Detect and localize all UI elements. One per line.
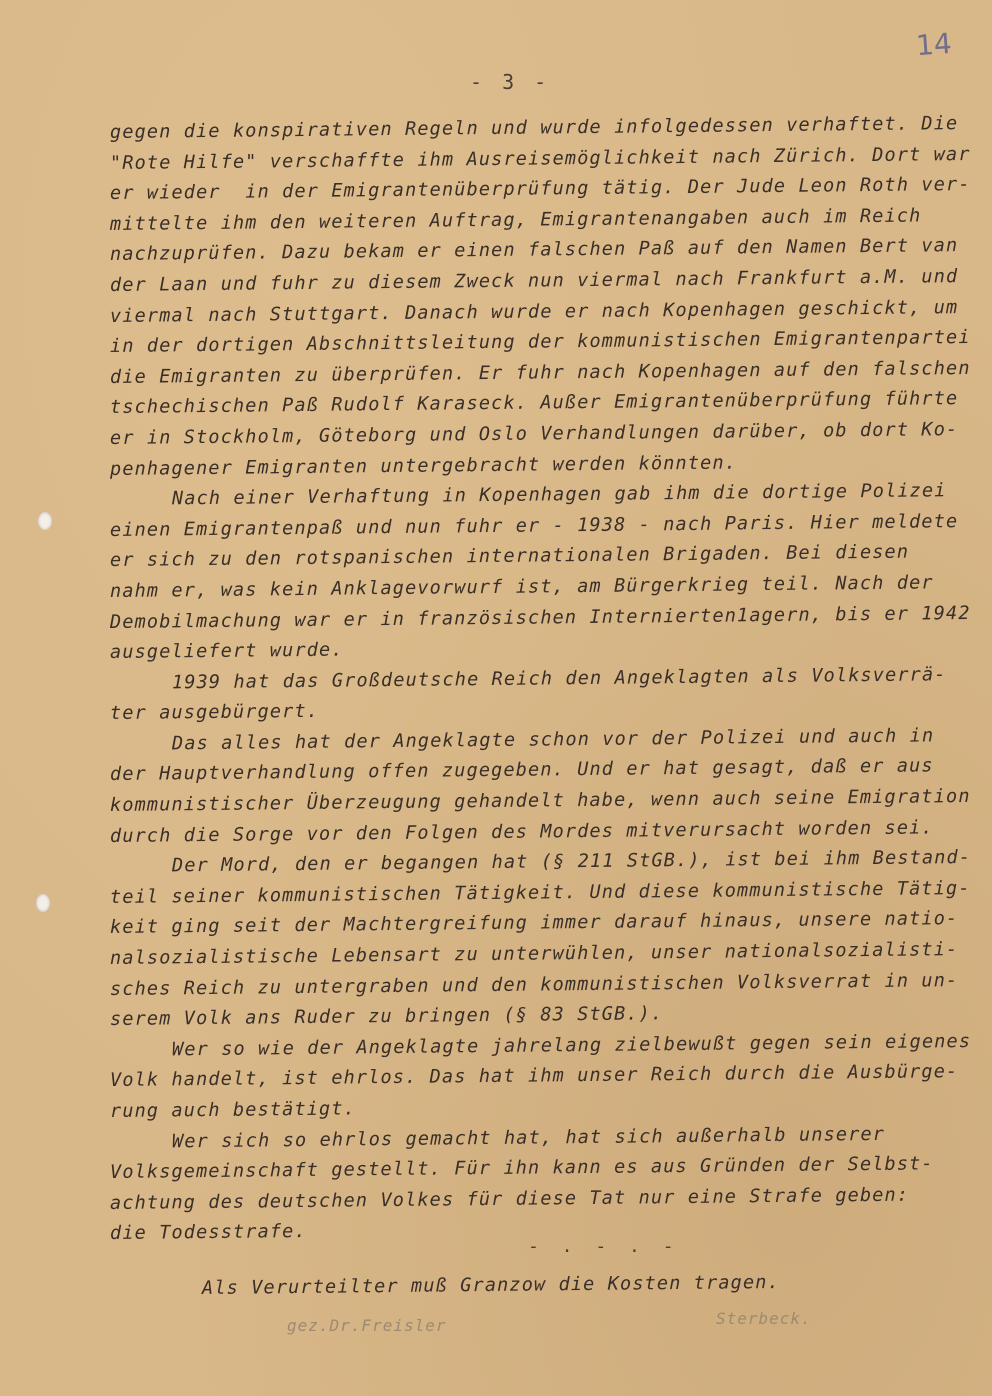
text-line: Volksgemeinschaft gestellt. Für ihn kann es aus Gründen der Selbst- — [109, 1153, 934, 1184]
text-line: nachzuprüfen. Dazu bekam er einen falschen Paß auf den Namen Bert van — [109, 235, 959, 266]
text-line: ausgeliefert wurde. — [109, 639, 344, 664]
text-line: serem Volk ans Ruder zu bringen (§ 83 StGB.). — [109, 1003, 664, 1031]
text-line: sches Reich zu untergraben und den kommunistischen Volksverrat in un- — [109, 969, 959, 1000]
text-line: viermal nach Stuttgart. Danach wurde er nach Kopenhagen geschickt, um — [109, 296, 959, 327]
text-line: Nach einer Verhaftung in Kopenhagen gab ihm die dortige Polizei — [171, 480, 947, 510]
text-line: durch die Sorge vor den Folgen des Mordes mitverursacht worden sei. — [109, 817, 934, 847]
text-line: er sich zu den rotspanischen internationalen Brigaden. Bei diesen — [109, 541, 910, 572]
signature-presiding-judge: gez.Dr.Freisler — [287, 1316, 447, 1335]
text-line: teil seiner kommunistischen Tätigkeit. Und diese kommunistische Tätig- — [109, 877, 971, 908]
punch-hole-bottom — [36, 894, 50, 912]
text-line: penhagener Emigranten untergebracht werden könnten. — [109, 451, 738, 480]
costs-statement: Als Verurteilter muß Granzow die Kosten tragen. — [201, 1271, 780, 1299]
text-line: achtung des deutschen Volkes für diese Tat nur eine Strafe geben: — [109, 1184, 910, 1214]
text-line: Wer so wie der Angeklagte jahrelang zielbewußt gegen sein eigenes — [171, 1030, 972, 1061]
text-line: keit ging seit der Machtergreifung immer darauf hinaus, unsere natio- — [109, 908, 959, 939]
text-line: einen Emigrantenpaß und nun fuhr er - 1938 - nach Paris. Hier meldete — [109, 510, 959, 541]
text-line: kommunistischer Überzeugung gehandelt habe, wenn auch seine Emigration — [109, 786, 971, 817]
text-line: mittelte ihm den weiteren Auftrag, Emigrantenangaben auch im Reich — [109, 205, 922, 235]
body-text — [109, 113, 980, 1250]
text-line: er in Stockholm, Göteborg und Oslo Verhandlungen darüber, ob dort Ko- — [109, 419, 959, 449]
text-line: rung auch bestätigt. — [109, 1098, 356, 1122]
punch-hole-top — [38, 512, 52, 530]
text-line: Das alles hat der Angeklagte schon vor der Polizei und auch in — [171, 725, 935, 755]
text-line: die Emigranten zu überprüfen. Er fuhr nach Kopenhagen auf den falschen — [109, 357, 971, 388]
text-line: Wer sich so ehrlos gemacht hat, hat sich außerhalb unserer — [171, 1123, 886, 1152]
text-line: der Laan und fuhr zu diesem Zweck nun viermal nach Frankfurt a.M. und — [109, 266, 959, 296]
text-line: gegen die konspirativen Regeln und wurde infolgedessen verhaftet. Die — [109, 113, 959, 143]
text-line: 1939 hat das Großdeutsche Reich den Angeklagten als Volksverrä- — [171, 663, 947, 694]
text-line: in der dortigen Abschnittsleitung der kommunistischen Emigrantenpartei — [109, 327, 971, 358]
text-line: Der Mord, den er begangen hat (§ 211 StGB.), ist bei ihm Bestand- — [171, 847, 972, 877]
section-separator: - . - . - — [528, 1236, 680, 1257]
text-line: der Hauptverhandlung offen zugegeben. Und er hat gesagt, daß er aus — [109, 755, 934, 786]
folio-number: 14 — [915, 26, 954, 63]
text-line: ter ausgebürgert. — [109, 701, 320, 725]
signature-second: Sterbeck. — [716, 1309, 812, 1328]
text-line: er wieder in der Emigrantenüberprüfung tätig. Der Jude Leon Roth ver- — [109, 174, 971, 205]
text-line: nahm er, was kein Anklagevorwurf ist, am Bürgerkrieg teil. Nach der — [109, 572, 934, 602]
text-line: Volk handelt, ist ehrlos. Das hat ihm unser Reich durch die Ausbürge- — [109, 1061, 959, 1092]
text-line: tschechischen Paß Rudolf Karaseck. Außer Emigrantenüberprüfung führte — [109, 388, 959, 419]
text-line: Demobilmachung war er in französischen Internierten1agern, bis er 1942 — [109, 602, 971, 633]
text-line: "Rote Hilfe" verschaffte ihm Ausreisemöglichkeit nach Zürich. Dort war — [109, 143, 971, 174]
page-number: - 3 - — [470, 70, 551, 94]
text-line: nalsozialistische Lebensart zu unterwühlen, unser nationalsozialisti- — [109, 939, 959, 970]
text-line: die Todesstrafe. — [109, 1221, 307, 1245]
